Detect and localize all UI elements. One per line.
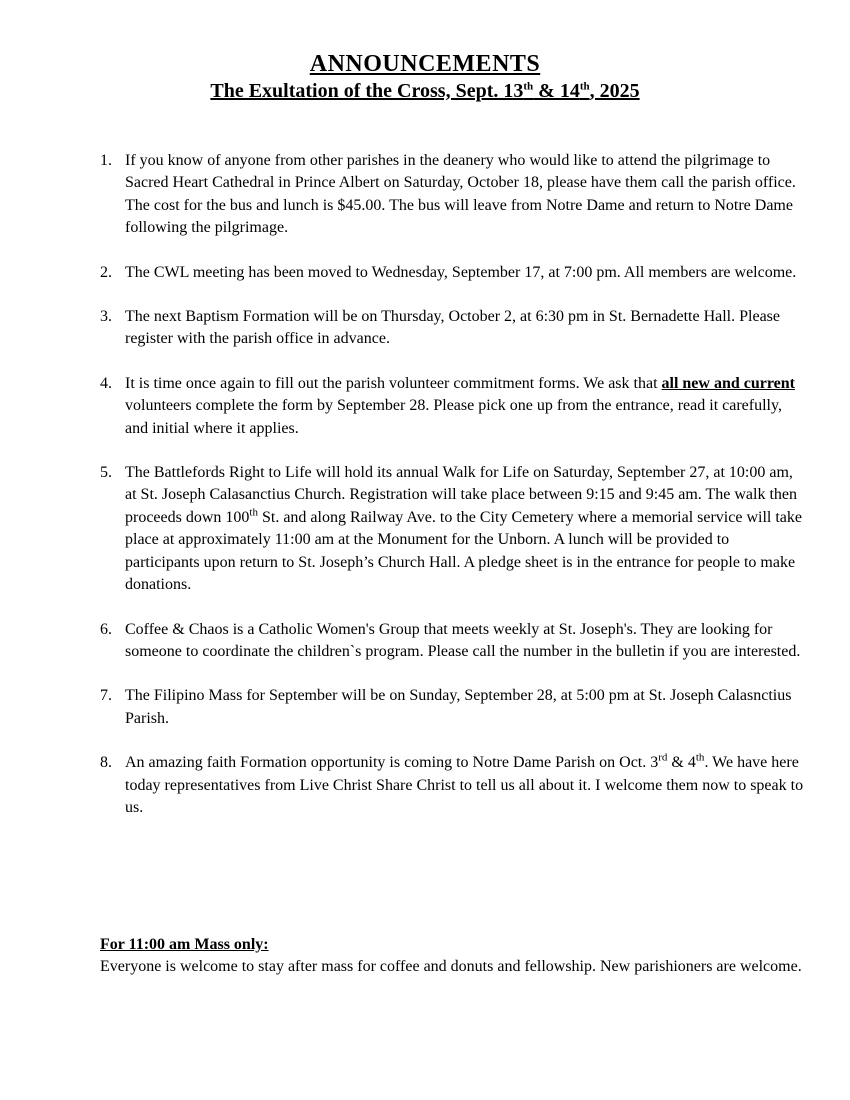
item-text-part-3: . We have here today representatives from Live Christ Share Christ to tell us all about it. I welcome them now to speak to us. bbox=[125, 754, 804, 816]
subtitle-prefix: The Exultation of the Cross, Sept. 13 bbox=[210, 80, 524, 102]
list-item bbox=[100, 685, 805, 730]
subtitle-sup-2: th bbox=[579, 80, 590, 93]
list-item bbox=[100, 373, 805, 440]
item-number: 7. bbox=[100, 687, 112, 705]
item-text-part-1: An amazing faith Formation opportunity is coming to Notre Dame Parish on Oct. 3 bbox=[125, 754, 659, 772]
mass-note bbox=[100, 934, 805, 979]
item-number: 2. bbox=[100, 263, 112, 281]
page-title: ANNOUNCEMENTS bbox=[309, 51, 541, 77]
list-item bbox=[100, 619, 805, 664]
item-text-before: It is time once again to fill out the parish volunteer commitment forms. We ask that bbox=[125, 374, 662, 392]
item-number: 6. bbox=[100, 620, 112, 638]
item-superscript-2: th bbox=[695, 751, 705, 764]
item-text-after: St. and along Railway Ave. to the City Cemetery where a memorial service will take place at approximately 11:00 am at the Monument for the Unborn. A lunch will be provided to participants upon return to St. Joseph’s Church Hall. A pledge sheet is in the entrance for people to make donations. bbox=[125, 508, 802, 594]
announcement-list bbox=[100, 150, 805, 841]
item-text-part-2: & 4 bbox=[667, 754, 696, 772]
subtitle-mid: & 14 bbox=[533, 80, 580, 102]
item-text: The next Baptism Formation will be on Thursday, October 2, at 6:30 pm in St. Bernadette Hall. Please register with the parish office in advance. bbox=[125, 308, 780, 348]
item-text: Coffee & Chaos is a Catholic Women's Group that meets weekly at St. Joseph's. They are looking for someone to coordinate the children`s program. Please call the number in the bulletin if you are interested. bbox=[125, 620, 801, 660]
item-emphasis: all new and current bbox=[661, 374, 795, 392]
mass-note-text: Everyone is welcome to stay after mass for coffee and donuts and fellowship. New parishioners are welcome. bbox=[100, 958, 802, 976]
subtitle-sup-1: th bbox=[523, 80, 534, 93]
item-text: If you know of anyone from other parishes in the deanery who would like to attend the pilgrimage to Sacred Heart Cathedral in Prince Albert on Saturday, October 18, please have them call the parish office. The cost for the bus and lunch is $45.00. The bus will leave from Notre Dame and return to Notre Dame following the pilgrimage. bbox=[125, 152, 796, 237]
item-superscript-1: rd bbox=[658, 751, 668, 764]
item-text-after: volunteers complete the form by September 28. Please pick one up from the entrance, read it carefully, and initial where it applies. bbox=[125, 397, 782, 437]
list-item bbox=[100, 262, 805, 284]
list-item bbox=[100, 306, 805, 351]
item-number: 1. bbox=[100, 152, 112, 169]
item-number: 5. bbox=[100, 464, 112, 482]
list-item bbox=[100, 752, 805, 819]
item-text: The Filipino Mass for September will be on Sunday, September 28, at 5:00 pm at St. Joseph Calasnctius Parish. bbox=[125, 687, 792, 727]
item-text: The CWL meeting has been moved to Wednesday, September 17, at 7:00 pm. All members are welcome. bbox=[125, 263, 797, 281]
page-subtitle bbox=[0, 78, 850, 104]
subtitle-suffix: , 2025 bbox=[589, 80, 640, 102]
item-superscript: th bbox=[249, 506, 258, 519]
item-number: 4. bbox=[100, 374, 112, 392]
list-item bbox=[100, 150, 805, 240]
item-number: 8. bbox=[100, 754, 112, 772]
mass-note-heading: For 11:00 am Mass only: bbox=[100, 936, 269, 953]
item-number: 3. bbox=[100, 308, 112, 326]
item-text-before: The Battlefords Right to Life will hold its annual Walk for Life on Saturday, September 27, at 10:00 am, at St. Joseph Calasanctius Church. Registration will take place between 9:15 and 9:45 am. The walk then proceeds down 100 bbox=[125, 464, 797, 526]
page-header bbox=[0, 50, 850, 104]
list-item bbox=[100, 462, 805, 596]
